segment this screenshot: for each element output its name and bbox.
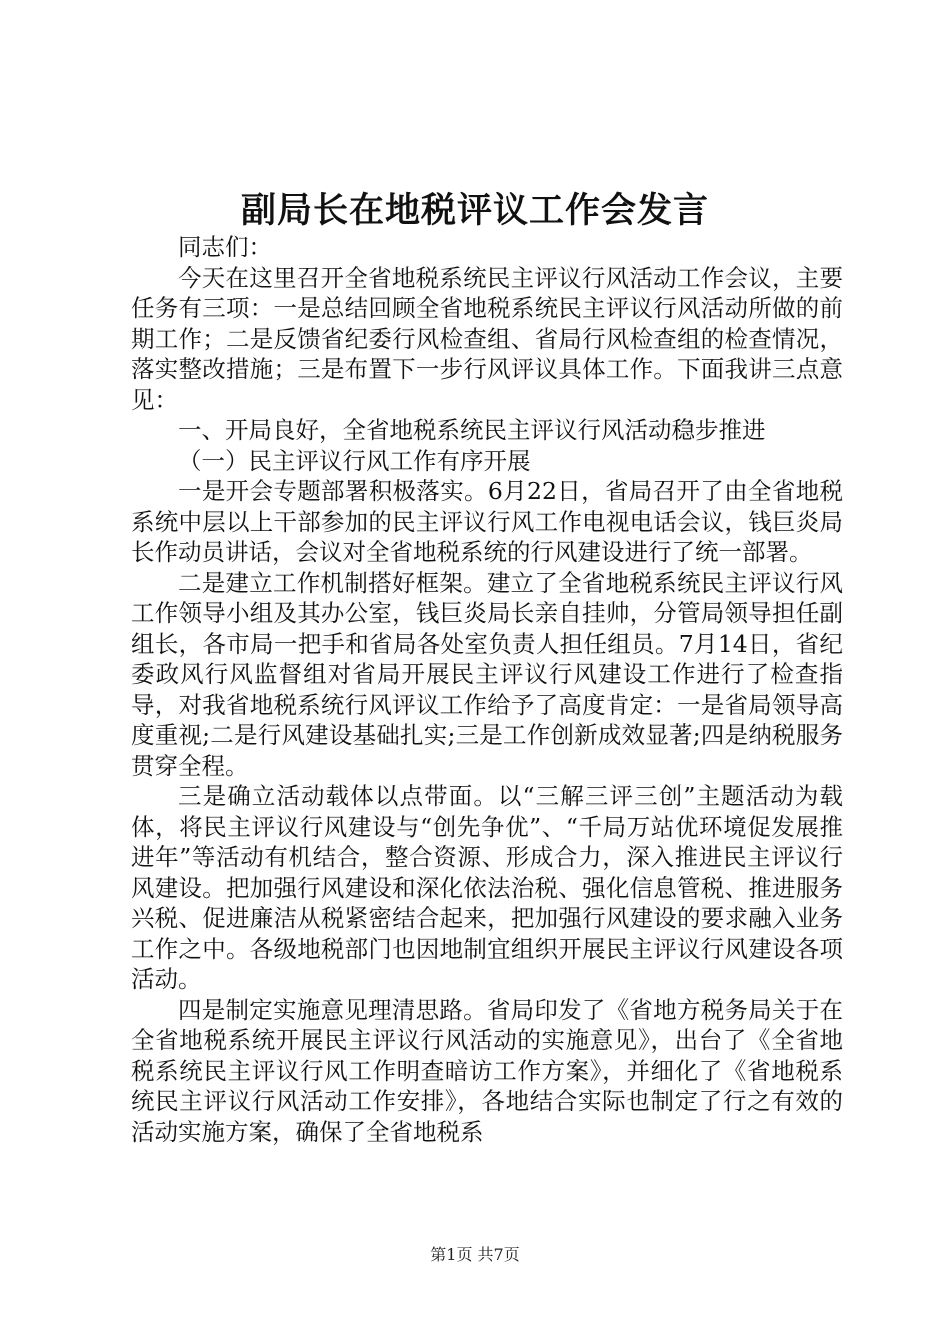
document-body: [131, 232, 843, 1147]
paragraph-point-1: 一是开会专题部署积极落实。6月22日，省局召开了由全省地税系统中层以上干部参加的民主评议行风工作电视电话会议，钱巨炎局长作动员讲话，会议对全省地税系统的行风建设进行了统一部署。: [131, 477, 843, 566]
subsection-heading-1: （一）民主评议行风工作有序开展: [178, 446, 531, 475]
page-footer: 第1页 共7页: [430, 1245, 520, 1264]
section-heading-1: 一、开局良好，全省地税系统民主评议行风活动稳步推进: [178, 416, 766, 444]
paragraph-point-4: 四是制定实施意见理清思路。省局印发了《省地方税务局关于在全省地税系统开展民主评议行风活动的实施意见》，出台了《全省地税系统民主评议行风工作明查暗访工作方案》，并细化了《省地税系统民主评议行风活动工作安排》，各地结合实际也制定了行之有效的活动实施方案，确保了全省地税系: [131, 995, 843, 1146]
paragraph-point-3: 三是确立活动载体以点带面。以“三解三评三创”主题活动为载体，将民主评议行风建设与“创先争优”、“千局万站优环境促发展推进年”等活动有机结合，整合资源、形成合力，深入推进民主评议行风建设。把加强行风建设和深化依法治税、强化信息管税、推进服务兴税、促进廉洁从税紧密结合起来，把加强行风建设的要求融入业务工作之中。各级地税部门也因地制宜组织开展民主评议行风建设各项活动。: [131, 782, 843, 993]
paragraph-intro: 今天在这里召开全省地税系统民主评议行风活动工作会议，主要任务有三项：一是总结回顾全省地税系统民主评议行风活动所做的前期工作；二是反馈省纪委行风检查组、省局行风检查组的检查情况，落实整改措施；三是布置下一步行风评议具体工作。下面我讲三点意见：: [131, 263, 843, 414]
document-title: 副局长在地税评议工作会发言: [240, 190, 709, 231]
paragraph-point-2: 二是建立工作机制搭好框架。建立了全省地税系统民主评议行风工作领导小组及其办公室，钱巨炎局长亲自挂帅，分管局领导担任副组长，各市局一把手和省局各处室负责人担任组员。7月14日，省纪委政风行风监督组对省局开展民主评议行风建设工作进行了检查指导，对我省地税系统行风评议工作给予了高度肯定：一是省局领导高度重视;二是行风建设基础扎实;三是工作创新成效显著;四是纳税服务贯穿全程。: [131, 568, 843, 780]
salutation: 同志们：: [178, 233, 272, 261]
